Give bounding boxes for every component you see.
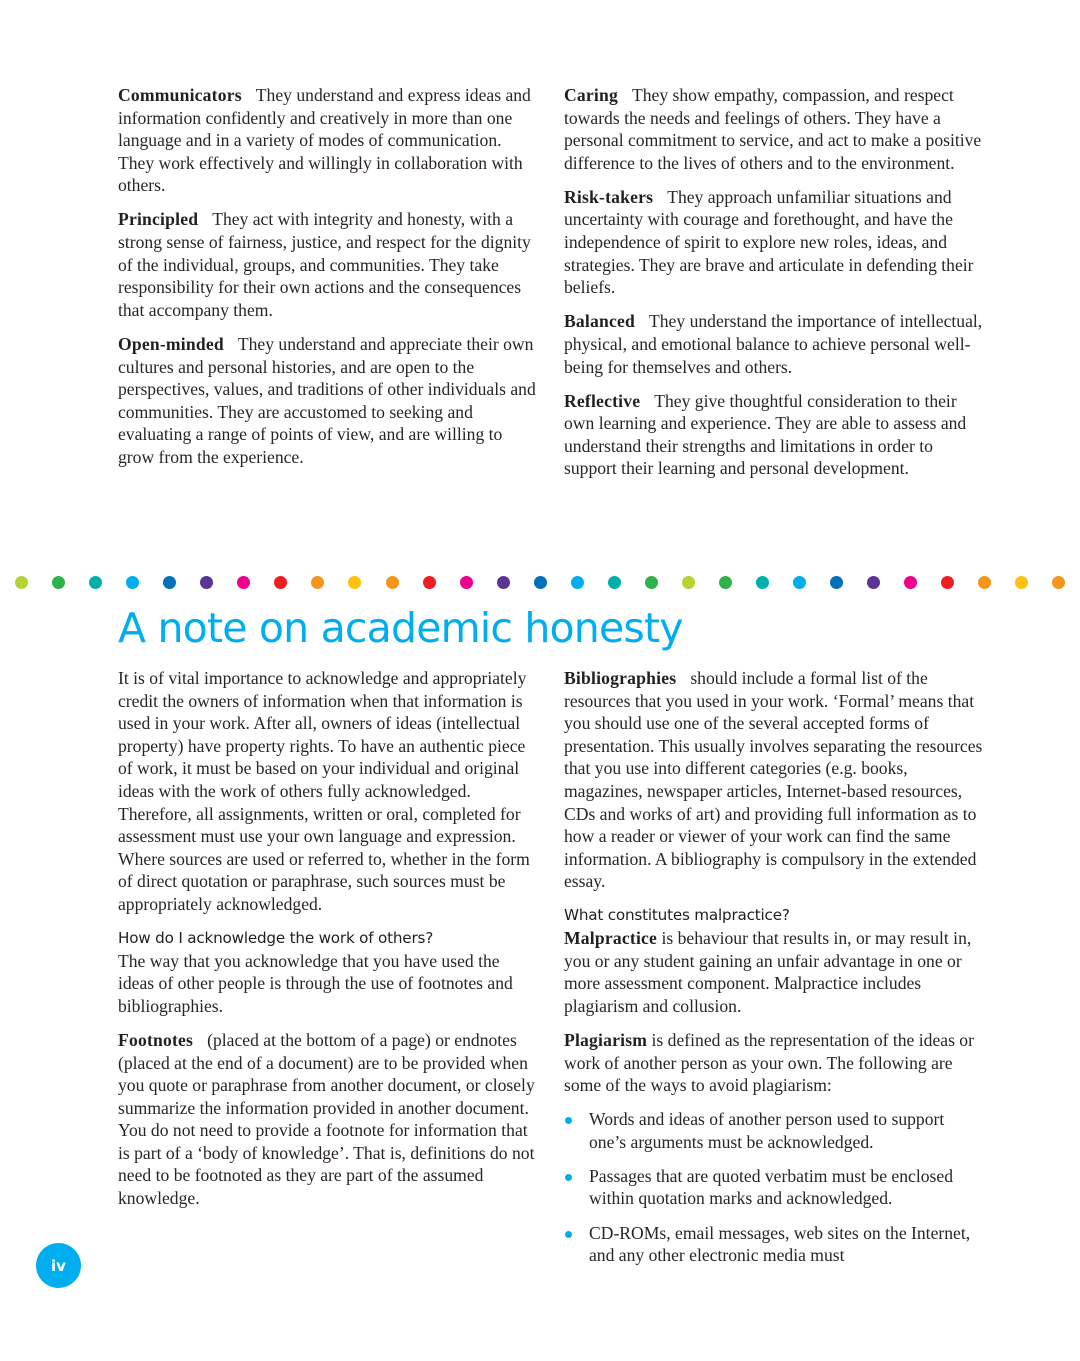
term-bibliographies: Bibliographies bbox=[564, 668, 677, 688]
plagiarism-paragraph bbox=[564, 1029, 984, 1097]
divider-dot-icon bbox=[793, 576, 806, 589]
divider-dot-icon bbox=[682, 576, 695, 589]
divider-dot-icon bbox=[348, 576, 361, 589]
divider-dot-icon bbox=[904, 576, 917, 589]
term-principled: Principled bbox=[118, 209, 199, 230]
divider-dot-icon bbox=[571, 576, 584, 589]
profile-entry-principled bbox=[118, 208, 538, 321]
divider-dot-icon bbox=[89, 576, 102, 589]
bullet-icon bbox=[565, 1231, 572, 1238]
profile-entry-reflective bbox=[564, 390, 984, 480]
divider-dot-icon bbox=[756, 576, 769, 589]
term-reflective: Reflective bbox=[564, 390, 641, 411]
academic-honesty-column-right bbox=[564, 667, 984, 1278]
plagiarism-text: is defined as the representation of the ideas or work of another person as your own. The following are some of the ways to avoid plagiarism: bbox=[564, 1029, 974, 1096]
divider-dot-icon bbox=[163, 576, 176, 589]
profile-entry-risk-takers bbox=[564, 186, 984, 299]
malpractice-heading: What constitutes malpractice? bbox=[564, 906, 790, 925]
list-item bbox=[564, 1108, 984, 1153]
term-balanced: Balanced bbox=[564, 311, 636, 332]
definition-balanced: They understand the importance of intellectual, physical, and emotional balance to achieve personal well-being for themselves and others. bbox=[564, 311, 983, 377]
divider-dot-icon bbox=[867, 576, 880, 589]
malpractice-block bbox=[564, 904, 984, 1017]
academic-honesty-column-left bbox=[118, 667, 538, 1221]
divider-dot-icon bbox=[941, 576, 954, 589]
divider-dot-icon bbox=[830, 576, 843, 589]
list-item bbox=[564, 1165, 984, 1210]
term-open-minded: Open-minded bbox=[118, 333, 224, 354]
divider-dot-icon bbox=[126, 576, 139, 589]
profile-entry-communicators bbox=[118, 84, 538, 197]
list-item bbox=[564, 1222, 984, 1267]
definition-reflective: They give thoughtful consideration to their own learning and experience. They are able to assess and understand their strengths and limitations in order to support their learning and personal development. bbox=[564, 390, 967, 479]
colored-dot-divider bbox=[0, 574, 1080, 592]
definition-communicators: They understand and express ideas and information confidently and creatively in more than one language and in a variety of modes of communication. They work effectively and willingly in collaboration with others. bbox=[118, 85, 531, 196]
footnotes-text: (placed at the bottom of a page) or endnotes (placed at the end of a document) are to be provided when you quote or paraphrase from another document, or closely summarize the information provided in another document. You do not need to provide a footnote for information that is part of a ‘body of knowledge’. That is, definitions do not need to be footnoted as they are part of the assumed knowledge. bbox=[118, 1029, 535, 1209]
definition-open-minded: They understand and appreciate their own cultures and personal histories, and are open to the perspectives, values, and traditions of other individuals and communities. They are accustomed to seeking and evaluating a range of points of view, and are willing to grow from the experience. bbox=[118, 333, 536, 467]
profile-entry-open-minded bbox=[118, 333, 538, 469]
profile-entry-caring bbox=[564, 84, 984, 174]
term-footnotes: Footnotes bbox=[118, 1029, 194, 1050]
footnotes-paragraph bbox=[118, 1029, 538, 1210]
bullet-icon bbox=[565, 1174, 572, 1181]
list-item-text: Words and ideas of another person used to support one’s arguments must be acknowledged. bbox=[589, 1109, 945, 1152]
page-number-badge bbox=[36, 1243, 81, 1288]
page-number: iv bbox=[51, 1256, 66, 1275]
divider-dot-icon bbox=[52, 576, 65, 589]
divider-dot-icon bbox=[608, 576, 621, 589]
section-title: A note on academic honesty bbox=[118, 604, 683, 652]
term-malpractice: Malpractice bbox=[564, 928, 658, 949]
acknowledge-heading: How do I acknowledge the work of others? bbox=[118, 929, 434, 948]
divider-dot-icon bbox=[237, 576, 250, 589]
divider-dot-icon bbox=[1052, 576, 1065, 589]
term-plagiarism: Plagiarism bbox=[564, 1029, 648, 1050]
list-item-text: CD-ROMs, email messages, web sites on the Internet, and any other electronic media must bbox=[589, 1222, 971, 1266]
divider-dot-icon bbox=[311, 576, 324, 589]
divider-dot-icon bbox=[460, 576, 473, 589]
term-communicators: Communicators bbox=[118, 85, 242, 105]
divider-dot-icon bbox=[497, 576, 510, 589]
malpractice-text: is behaviour that results in, or may result in, you or any student gaining an unfair advantage in one or more assessment component. Malpractice includes plagiarism and collusion. bbox=[564, 928, 972, 1016]
definition-principled: They act with integrity and honesty, with a strong sense of fairness, justice, and respect for the dignity of the individual, groups, and communities. They take responsibility for their own actions and the consequences that accompany them. bbox=[118, 209, 531, 320]
bibliographies-paragraph bbox=[564, 667, 984, 893]
divider-dot-icon bbox=[719, 576, 732, 589]
divider-dot-icon bbox=[423, 576, 436, 589]
divider-dot-icon bbox=[15, 576, 28, 589]
divider-dot-icon bbox=[200, 576, 213, 589]
divider-dot-icon bbox=[386, 576, 399, 589]
plagiarism-avoidance-list bbox=[564, 1108, 984, 1267]
definition-caring: They show empathy, compassion, and respect towards the needs and feelings of others. They have a personal commitment to service, and act to make a positive difference to the lives of others and to the environment. bbox=[564, 85, 982, 173]
intro-paragraph: It is of vital importance to acknowledge and appropriately credit the owners of information when that information is used in your work. After all, owners of ideas (intellectual property) have property rights. To have an authentic piece of work, it must be based on your individual and original ideas with the work of others fully acknowledged. Therefore, all assignments, written or oral, completed for assessment must use your own language and expression. Where sources are used or referred to, whether in the form of direct quotation or paraphrase, such sources must be appropriately acknowledged. bbox=[118, 668, 530, 914]
divider-dot-icon bbox=[1015, 576, 1028, 589]
acknowledge-text: The way that you acknowledge that you have used the ideas of other people is through the use of footnotes and bibliographies. bbox=[118, 950, 513, 1016]
definition-risk-takers: They approach unfamiliar situations and uncertainty with courage and forethought, and have the independence of spirit to explore new roles, ideas, and strategies. They are brave and articulate in defending their beliefs. bbox=[564, 186, 974, 298]
term-risk-takers: Risk-takers bbox=[564, 186, 654, 207]
acknowledge-block bbox=[118, 927, 538, 1017]
divider-dot-icon bbox=[274, 576, 287, 589]
list-item-text: Passages that are quoted verbatim must be enclosed within quotation marks and acknowledged. bbox=[589, 1165, 953, 1209]
term-caring: Caring bbox=[564, 85, 618, 105]
profile-column-right bbox=[564, 84, 984, 492]
divider-dot-icon bbox=[534, 576, 547, 589]
profile-column-left bbox=[118, 84, 538, 480]
bullet-icon bbox=[565, 1117, 572, 1124]
divider-dot-icon bbox=[645, 576, 658, 589]
profile-entry-balanced bbox=[564, 310, 984, 378]
divider-dot-icon bbox=[978, 576, 991, 589]
bibliographies-text: should include a formal list of the resources that you used in your work. ‘Formal’ means that you should use one of the several accepted forms of presentation. This usually involves separating the resources that you use into different categories (e.g. books, magazines, newspaper articles, Internet-based resources, CDs and works of art) and providing full information as to how a reader or viewer of your work can find the same information. A bibliography is compulsory in the extended essay. bbox=[564, 668, 983, 892]
